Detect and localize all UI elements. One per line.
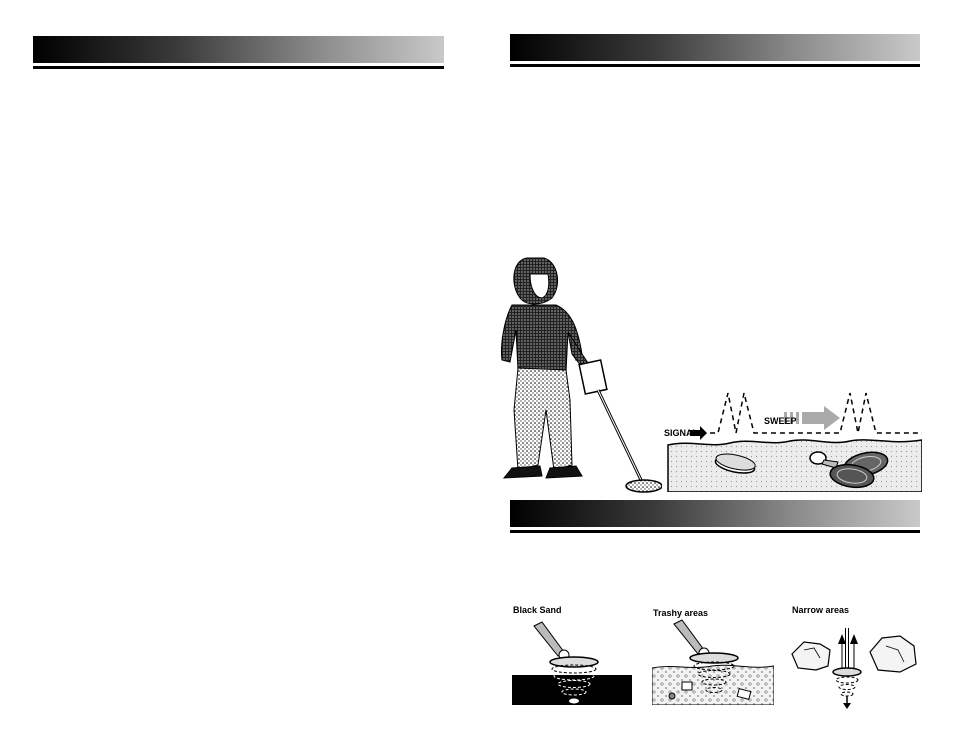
left-header-rule (33, 66, 444, 69)
trashy-areas-illustration (652, 618, 774, 705)
caption-black-sand: Black Sand (513, 605, 562, 615)
narrow-areas-illustration (790, 620, 920, 710)
signal-label: SIGNAL (664, 428, 699, 438)
right-header-rule-bottom (510, 530, 920, 533)
caption-trashy-areas: Trashy areas (653, 608, 709, 618)
right-header-bar-top (510, 34, 920, 61)
right-header-rule-top (510, 64, 920, 67)
person-with-detector-illustration (482, 250, 662, 500)
caption-narrow-areas: Narrow areas (792, 605, 850, 615)
black-sand-illustration (512, 620, 632, 705)
sweep-label: SWEEP (764, 416, 797, 426)
right-header-bar-bottom (510, 500, 920, 527)
left-header-bar (33, 36, 444, 63)
signal-sweep-diagram (660, 380, 922, 492)
